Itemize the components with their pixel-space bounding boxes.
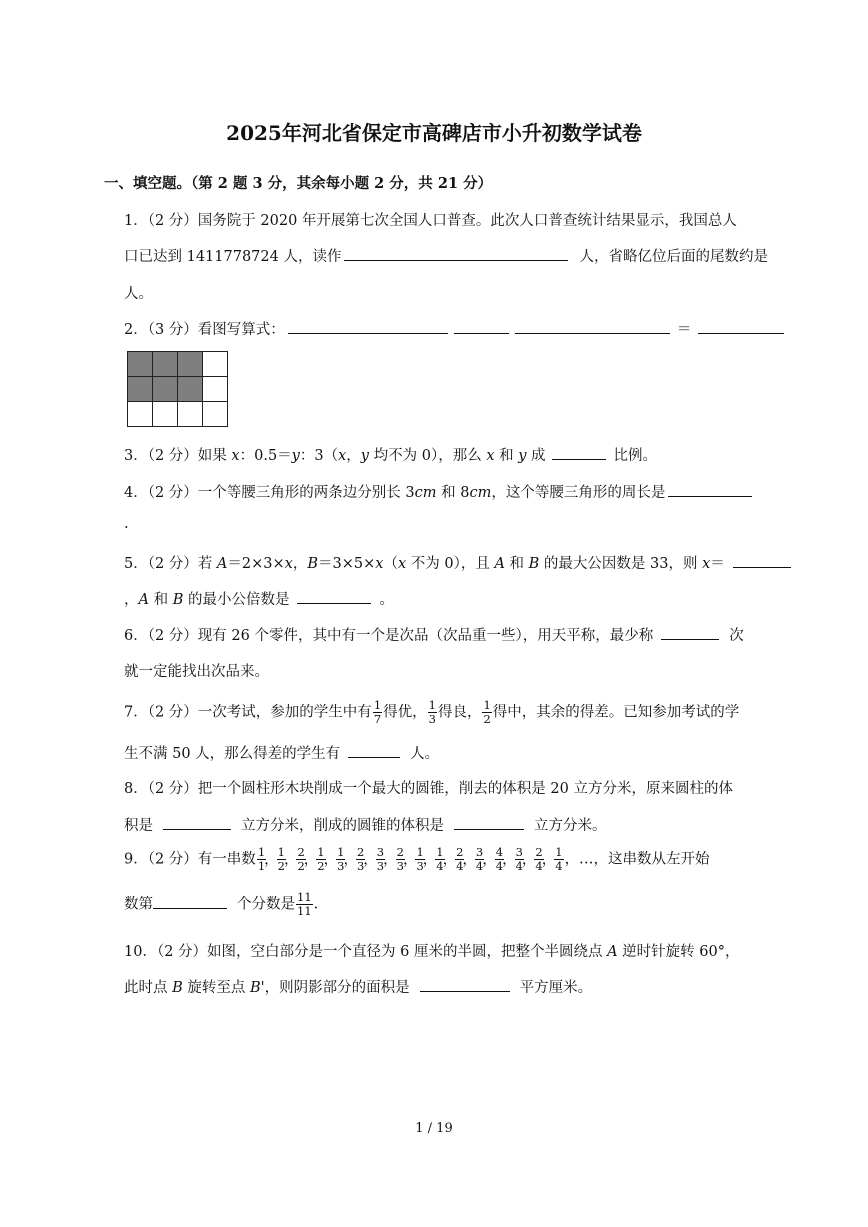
q7-text: 得中，其余的得差。已知参加考试的学 [492, 704, 740, 721]
q7-text: 得良， [437, 704, 482, 721]
fraction-sequence [256, 845, 565, 873]
fraction-denominator: 3 [356, 859, 365, 873]
q4-text: 4．（2 分）一个等腰三角形的两条边分别长 3 [124, 485, 415, 501]
var-x: x [702, 556, 711, 572]
q10-text: 平方厘米。 [519, 980, 593, 996]
q5-text: 和 [148, 592, 173, 608]
answer-blank[interactable] [515, 332, 670, 334]
point-B: B [172, 980, 183, 996]
answer-blank[interactable] [348, 756, 400, 758]
q3-text: ， [346, 448, 361, 464]
separator: ， [402, 851, 418, 868]
fraction [482, 699, 491, 726]
q7-line1 [124, 699, 739, 726]
fraction-denominator: 3 [428, 712, 436, 726]
q9-line2 [124, 891, 318, 918]
fraction [373, 699, 382, 726]
grid-cell-empty [203, 402, 228, 427]
answer-blank[interactable] [454, 332, 509, 334]
fraction-numerator: 1 [317, 845, 325, 859]
grid-cell-empty [178, 402, 203, 427]
q1-text: 口已达到 1411778724 人，读作 [124, 249, 342, 265]
fraction-numerator: 4 [495, 845, 504, 859]
fraction-numerator: 3 [475, 845, 484, 859]
separator: ， [442, 851, 458, 868]
separator: ， [303, 851, 319, 868]
var-x: x [375, 556, 384, 572]
answer-blank[interactable] [454, 828, 524, 830]
var-A: A [138, 592, 149, 608]
fraction-denominator: 7 [373, 712, 382, 726]
var-y: y [291, 448, 300, 464]
q5-line1 [124, 552, 794, 573]
q5-line2 [124, 588, 394, 609]
unit-cm: cm [414, 485, 437, 501]
q10-text: ，则阴影部分的面积是 [264, 980, 410, 996]
grid-cell-shaded [178, 352, 203, 377]
fraction-denominator: 4 [515, 859, 523, 873]
page-title: 2025年河北省保定市高碑店市小升初数学试卷 [226, 121, 642, 145]
point-B-prime: B' [249, 980, 265, 996]
q6-text: 次 [729, 628, 744, 644]
q5-text: ＝2×3× [227, 556, 285, 572]
q10-text: 旋转至点 [182, 980, 250, 996]
answer-blank[interactable] [153, 907, 227, 909]
fraction-denominator: 4 [535, 859, 543, 873]
answer-blank[interactable] [163, 828, 231, 830]
separator: ， [462, 851, 477, 868]
q10-text: 此时点 [124, 980, 173, 996]
q7-line2 [124, 742, 439, 763]
q7-text: 人。 [410, 746, 440, 762]
q8-text: 立方分米，削成的圆锥的体积是 [241, 818, 444, 834]
separator: ， [383, 851, 398, 868]
q9-text: . [313, 896, 319, 913]
q8-text: 积是 [124, 818, 153, 834]
equals-sign: ＝ [676, 322, 692, 338]
q6-line2: 就一定能找出次品来。 [124, 664, 269, 680]
q5-text: 不为 0），且 [406, 556, 495, 572]
q7-text: 得优， [383, 704, 427, 721]
q9-text: 个分数是 [237, 896, 295, 913]
q4-line2: . [124, 516, 129, 532]
var-x: x [338, 448, 347, 464]
q3-text: 和 [494, 448, 519, 464]
q8-text: 立方分米。 [534, 818, 607, 834]
fraction-numerator: 2 [396, 845, 404, 859]
separator: ， [422, 851, 438, 868]
q2-line [124, 318, 787, 339]
fraction-numerator: 11 [297, 890, 312, 904]
q1-text-b: 人，省略亿位后面的尾数约是 [579, 249, 768, 265]
answer-blank[interactable] [733, 566, 791, 568]
fraction-denominator: 3 [376, 859, 385, 873]
q6-text: 6．（2 分）现有 26 个零件，其中有一个是次品（次品重一些），用天平称，最少称 [124, 628, 654, 644]
q1-line2 [124, 245, 768, 266]
fraction [554, 846, 563, 873]
separator: ， [363, 851, 378, 868]
var-B: B [307, 556, 318, 572]
q5-text: 的最小公倍数是 [183, 592, 290, 608]
grid-cell-shaded [128, 377, 153, 402]
q3-line [124, 444, 657, 465]
separator: ， [283, 851, 299, 868]
separator: ， [343, 851, 358, 868]
fraction-denominator: 4 [456, 859, 464, 873]
fraction [296, 891, 313, 918]
q1-line3: 人。 [124, 286, 153, 302]
fraction-denominator: 2 [483, 712, 491, 726]
fraction-numerator: 1 [337, 845, 345, 859]
fraction-numerator: 2 [456, 845, 464, 859]
fraction-denominator: 11 [297, 904, 312, 918]
var-B: B [528, 556, 540, 572]
fraction-numerator: 2 [535, 845, 543, 859]
grid-row [128, 352, 228, 377]
section-heading: 一、填空题。（第 2 题 3 分，其余每小题 2 分，共 21 分） [104, 175, 493, 192]
q5-text: 5．（2 分）若 [124, 556, 217, 572]
fraction-numerator: 1 [555, 845, 563, 859]
fraction-numerator: 1 [483, 698, 491, 712]
grid-cell-empty [203, 352, 228, 377]
q8-line1: 8．（2 分）把一个圆柱形木块削成一个最大的圆锥，削去的体积是 20 立方分米，原来圆柱的体 [124, 781, 733, 797]
answer-blank[interactable] [661, 638, 719, 640]
fraction-numerator: 1 [428, 698, 436, 712]
q5-text: ＝3×5× [318, 556, 376, 572]
grid-cell-shaded [178, 377, 203, 402]
q10-line1 [124, 940, 740, 961]
q7-text: 生不满 50 人，那么得差的学生有 [124, 746, 341, 762]
q10-line2 [124, 976, 592, 997]
fraction-denominator: 1 [257, 859, 266, 873]
q10-text: 逆时针旋转 60°， [617, 944, 740, 960]
var-x: x [397, 556, 407, 572]
q3-text: 3．（2 分）如果 [124, 448, 232, 464]
grid-cell-shaded [153, 352, 178, 377]
q3-text: ：3（ [299, 448, 339, 464]
q10-text: 10．（2 分）如图，空白部分是一个直径为 6 厘米的半圆，把整个半圆绕点 [124, 944, 608, 960]
grid-row [128, 377, 228, 402]
var-x: x [231, 448, 240, 464]
fraction-numerator: 2 [297, 845, 305, 859]
q5-text: ， [124, 592, 139, 608]
var-y: y [518, 448, 527, 464]
fraction-denominator: 3 [416, 859, 424, 873]
fraction-numerator: 1 [373, 698, 382, 712]
answer-blank[interactable] [420, 990, 510, 992]
fraction-numerator: 2 [356, 845, 365, 859]
fraction-denominator: 4 [475, 859, 484, 873]
separator: ， [264, 851, 279, 868]
q7-text: 7．（2 分）一次考试，参加的学生中有 [124, 704, 372, 721]
fraction-denominator: 2 [277, 859, 285, 873]
separator: ， [521, 851, 537, 868]
answer-blank[interactable] [288, 332, 448, 334]
fraction-denominator: 4 [436, 859, 444, 873]
var-x: x [284, 556, 293, 572]
answer-blank[interactable] [344, 259, 568, 261]
answer-blank[interactable] [297, 602, 371, 604]
q2-text: 2．（3 分）看图写算式： [124, 322, 285, 338]
q1-line1: 1．（2 分）国务院于 2020 年开展第七次全国人口普查。此次人口普查统计结果显示，我国总人 [124, 213, 737, 229]
fraction-numerator: 1 [277, 845, 285, 859]
fraction-numerator: 1 [257, 845, 266, 859]
fraction-denominator: 4 [555, 859, 563, 873]
q5-text: 。 [379, 592, 394, 608]
var-B: B [172, 592, 184, 608]
grid-cell-shaded [153, 377, 178, 402]
answer-blank[interactable] [552, 458, 606, 460]
q3-text: 成 [526, 448, 546, 464]
q3-text: 均不为 0），那么 [369, 448, 487, 464]
fraction-numerator: 3 [376, 845, 385, 859]
q9-text: 数第 [124, 896, 153, 913]
q5-text: ＝ [710, 556, 725, 572]
point-A: A [607, 944, 618, 960]
grid-row [128, 402, 228, 427]
fraction-grid-figure [127, 351, 228, 427]
separator: ， [482, 851, 497, 868]
answer-blank[interactable] [668, 495, 752, 497]
separator: ， [541, 851, 557, 868]
fraction-denominator: 2 [297, 859, 305, 873]
q4-line1 [124, 481, 755, 502]
fraction-numerator: 3 [515, 845, 523, 859]
page-number: 1 / 19 [415, 1121, 453, 1136]
q9-text: 9．（2 分）有一串数 [124, 851, 256, 868]
q9-line1 [124, 846, 710, 873]
grid-cell-shaded [128, 352, 153, 377]
fraction-denominator: 4 [495, 859, 504, 873]
fraction-numerator: 1 [416, 845, 424, 859]
unit-cm: cm [469, 485, 492, 501]
var-x: x [486, 448, 495, 464]
fraction-denominator: 2 [317, 859, 325, 873]
fraction-denominator: 3 [337, 859, 345, 873]
q8-line2 [124, 814, 607, 835]
separator: ， [502, 851, 517, 868]
q5-text: 的最大公因数是 33，则 [539, 556, 703, 572]
q5-text: ， [292, 556, 308, 572]
grid-cell-empty [153, 402, 178, 427]
var-A: A [216, 556, 228, 572]
fraction-denominator: 3 [396, 859, 404, 873]
q4-text: ，这个等腰三角形的周长是 [491, 485, 666, 501]
grid-cell-empty [128, 402, 153, 427]
separator: ， [323, 851, 339, 868]
answer-blank[interactable] [698, 332, 784, 334]
fraction-numerator: 1 [436, 845, 444, 859]
q4-text: 和 8 [436, 485, 470, 501]
q6-line1 [124, 624, 744, 645]
q5-text: 和 [504, 556, 529, 572]
grid-cell-empty [203, 377, 228, 402]
fraction [428, 699, 437, 726]
q5-text: （ [383, 556, 398, 572]
q9-text: ，…，这串数从左开始 [564, 851, 710, 868]
var-y: y [360, 448, 369, 464]
var-A: A [494, 556, 505, 572]
q3-text: ：0.5＝ [239, 448, 292, 464]
q3-text: 比例。 [613, 448, 658, 464]
